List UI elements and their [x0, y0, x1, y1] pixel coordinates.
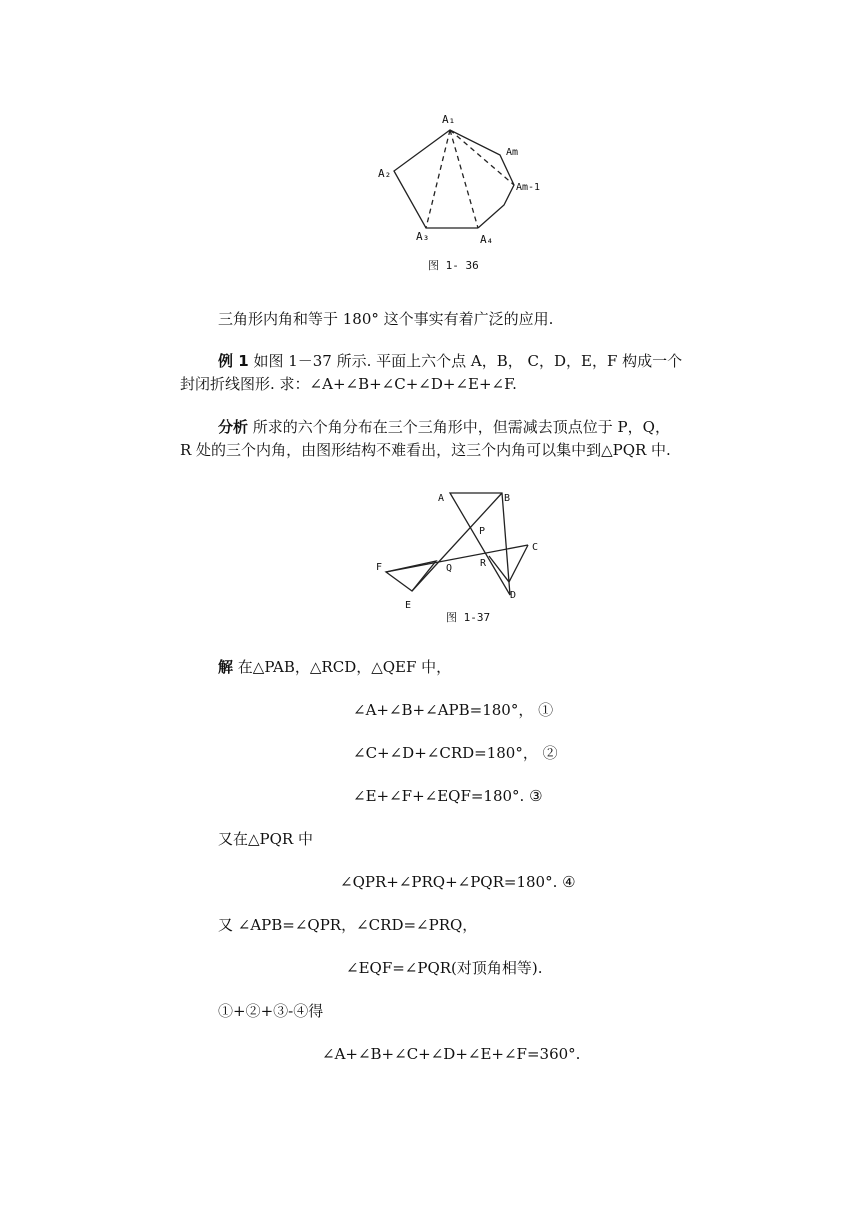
- final-result: ∠A+∠B+∠C+∠D+∠E+∠F=360°.: [322, 1045, 581, 1063]
- label-a2: A₂: [378, 167, 392, 180]
- fig36-caption: 图 1- 36: [428, 259, 479, 272]
- analysis-line2: R 处的三个内角，由图形结构不难看出，这三个内角可以集中到△PQR 中.: [180, 441, 671, 459]
- diagonals: [426, 130, 514, 228]
- paragraph-intro: 三角形内角和等于 180° 这个事实有着广泛的应用.: [218, 310, 554, 328]
- label-c: C: [532, 542, 539, 553]
- polygon-edges: [394, 130, 514, 228]
- label-p: P: [479, 526, 486, 537]
- equation-1: ∠A+∠B+∠APB=180°， ①: [353, 701, 554, 719]
- solution-combine: ①+②+③-④得: [218, 1002, 324, 1020]
- example-label: 例 1: [218, 352, 249, 370]
- fig37-caption: 图 1-37: [446, 611, 491, 624]
- solution-also: 又在△PQR 中: [218, 830, 313, 848]
- label-a1: A₁: [442, 113, 456, 126]
- solution-intro: [218, 657, 451, 677]
- label-q: Q: [446, 563, 453, 574]
- analysis-text-1: 所求的六个角分布在三个三角形中，但需减去顶点位于 P，Q，: [248, 418, 670, 436]
- example-text-1: 如图 1－37 所示. 平面上六个点 A，B， C，D，E，F 构成一个: [248, 352, 683, 370]
- label-am: Am: [506, 147, 519, 158]
- equation-3: ∠E+∠F+∠EQF=180°. ③: [353, 787, 543, 805]
- equation-4: ∠QPR+∠PRQ+∠PQR=180°. ④: [340, 873, 576, 891]
- label-d: D: [510, 590, 517, 601]
- label-e: E: [405, 600, 412, 611]
- example-1-line2: 封闭折线图形. 求：∠A+∠B+∠C+∠D+∠E+∠F.: [180, 375, 517, 393]
- solution-again: 又 ∠APB=∠QPR，∠CRD=∠PRQ，: [218, 916, 478, 934]
- example-1-line1: [218, 351, 682, 371]
- figure-1-37: [370, 485, 550, 630]
- equation-2: ∠C+∠D+∠CRD=180°， ②: [353, 744, 558, 762]
- equation-5: ∠EQF=∠PQR(对顶角相等).: [346, 959, 543, 977]
- label-f: F: [376, 562, 383, 573]
- solution-intro-text: 在△PAB，△RCD，△QEF 中，: [233, 658, 452, 676]
- figure-1-36: [370, 105, 550, 275]
- triangle-abr: [450, 493, 510, 595]
- label-am-1: Am-1: [516, 182, 541, 193]
- analysis-line1: [218, 417, 670, 437]
- analysis-label: 分析: [218, 418, 249, 436]
- solution-label: 解: [218, 658, 234, 676]
- label-a4: A₄: [480, 233, 494, 246]
- label-a3: A₃: [416, 230, 430, 243]
- label-a: A: [438, 493, 445, 504]
- label-r: R: [480, 558, 487, 569]
- segment-b-to-e: [412, 493, 502, 591]
- triangle-efq: [386, 561, 436, 591]
- label-b: B: [504, 493, 511, 504]
